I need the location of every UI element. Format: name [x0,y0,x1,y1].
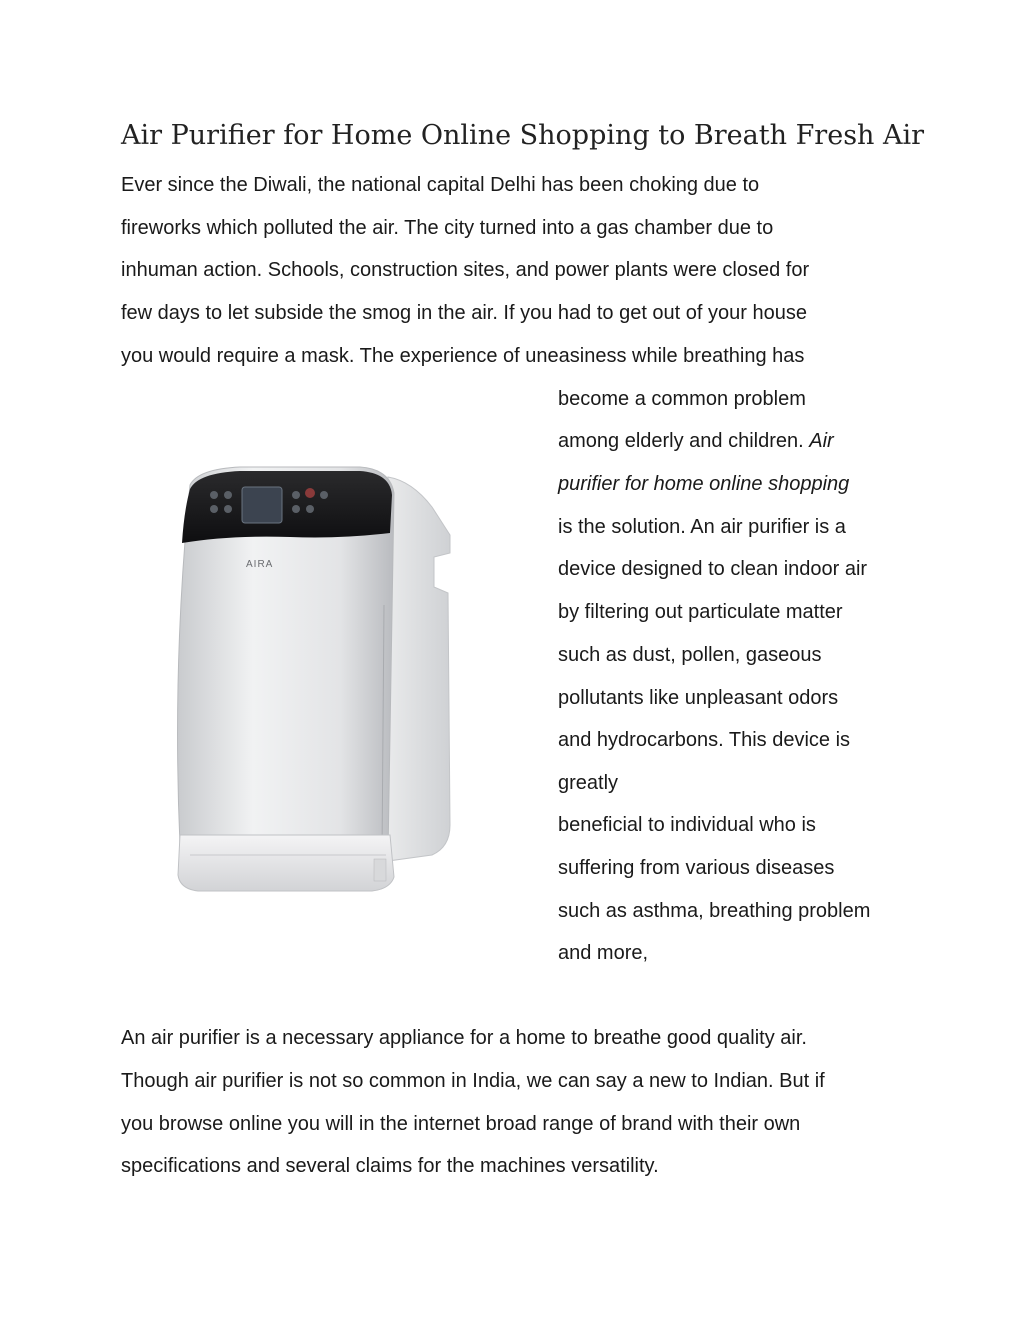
intro-line: fireworks which polluted the air. The city turned into a gas chamber due to [121,217,774,239]
closing-line: An air purifier is a necessary appliance for a home to breathe good quality air. [121,1027,807,1049]
wrap-line: and more, [558,942,649,964]
wrap-line: device designed to clean indoor air [558,558,868,580]
brand-label: AIRA [246,559,274,570]
air-purifier-image [150,415,512,953]
wrap-line: by filtering out particulate matter [558,601,843,623]
wrap-line: become a common problem [558,388,806,410]
wrap-line: beneficial to individual who is [558,814,816,836]
wrap-line [558,463,849,506]
wrap-line: suffering from various diseases [558,857,835,879]
wrap-text: among elderly and children. [558,430,810,452]
intro-line: few days to let subside the smog in the air. If you had to get out of your house [121,302,807,324]
wrap-line: greatly [558,772,619,794]
page-title: Air Purifier for Home Online Shopping to Breath Fresh Air [121,120,925,151]
closing-line: Though air purifier is not so common in India, we can say a new to Indian. But if [121,1070,825,1092]
intro-line: inhuman action. Schools, construction sites, and power plants were closed for [121,259,810,281]
product-link-text: purifier for home online shopping [558,473,850,495]
wrap-line: pollutants like unpleasant odors [558,687,839,709]
wrap-line: such as asthma, breathing problem [558,900,871,922]
closing-line: you browse online you will in the internet broad range of brand with their own [121,1113,801,1135]
wrap-line: such as dust, pollen, gaseous [558,644,822,666]
closing-line: specifications and several claims for the machines versatility. [121,1155,659,1177]
wrap-line [558,420,834,463]
intro-line: Ever since the Diwali, the national capital Delhi has been choking due to [121,174,760,196]
wrap-line: is the solution. An air purifier is a [558,516,846,538]
product-link-text: Air [809,430,834,452]
intro-line: you would require a mask. The experience of uneasiness while breathing has [121,345,805,367]
wrap-line: and hydrocarbons. This device is [558,729,851,751]
